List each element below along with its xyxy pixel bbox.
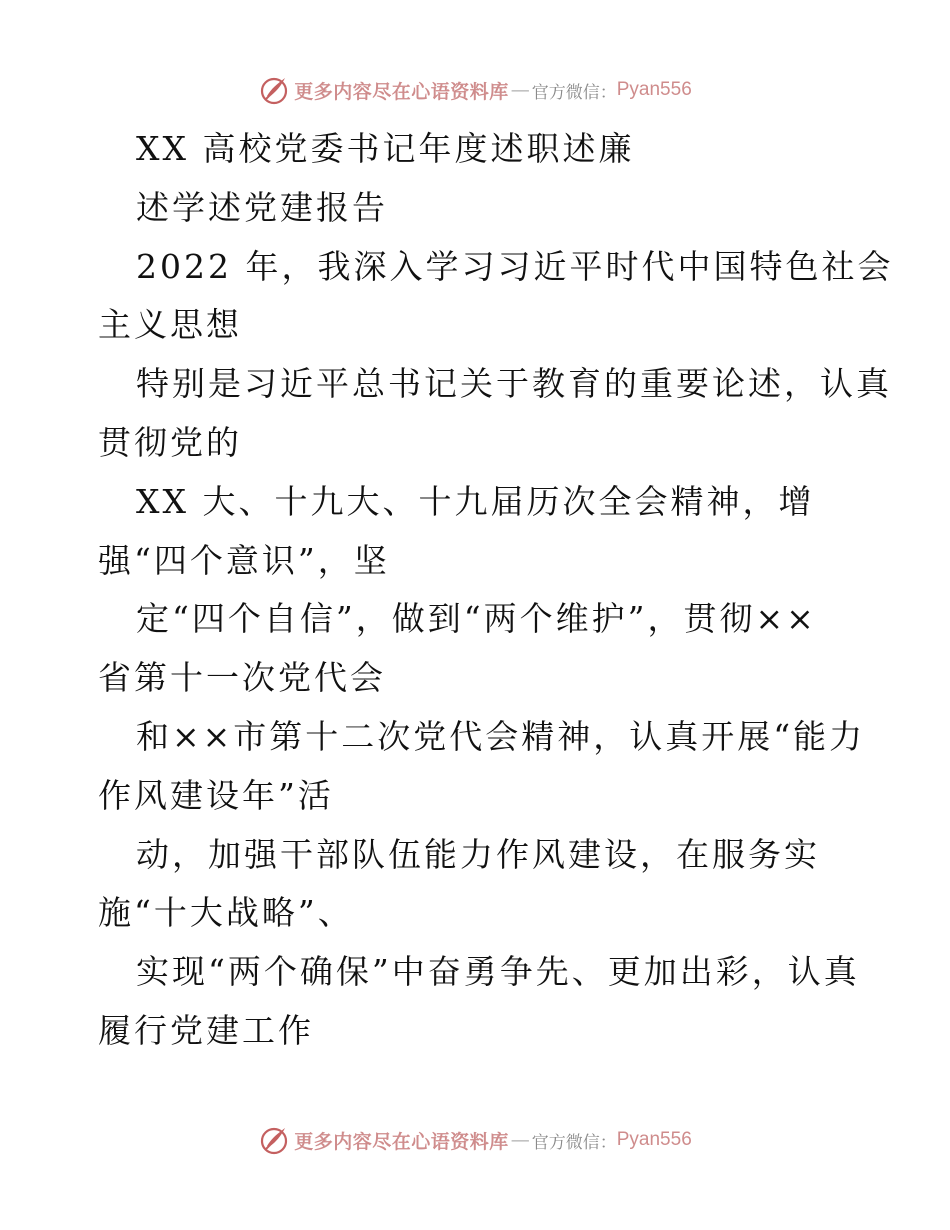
paragraph-line: 作风建设年”活 — [98, 775, 334, 815]
paragraph-line: 强“四个意识”，坚 — [98, 540, 390, 580]
document-body — [98, 120, 894, 1061]
banner-wechat-label: 官方微信： — [531, 82, 617, 103]
quill-pen-logo-icon — [258, 1124, 290, 1156]
banner-wechat-label: 官方微信： — [531, 1132, 617, 1153]
banner-wechat-id: Pyan556 — [616, 1129, 692, 1150]
paragraph-line: 贯彻党的 — [98, 422, 242, 462]
banner-separator: — — [510, 79, 530, 101]
paragraph-line: 特别是习近平总书记关于教育的重要论述，认真 — [136, 364, 892, 404]
document-title-line-1: XX 高校党委书记年度述职述廉 — [136, 129, 635, 168]
paragraph-line: 定“四个自信”，做到“两个维护”，贯彻×× — [136, 599, 817, 639]
footer-banner — [0, 1120, 950, 1160]
banner-title: 更多内容尽在心语资料库 — [294, 1130, 509, 1153]
paragraph-line: 施“十大战略”、 — [98, 893, 354, 933]
paragraph-line: 动，加强干部队伍能力作风建设，在服务实 — [136, 834, 820, 874]
document-title-line-2: 述学述党建报告 — [136, 187, 388, 227]
paragraph-line: 省第十一次党代会 — [98, 658, 386, 698]
paragraph-line: 2022 年，我深入学习习近平时代中国特色社会 — [136, 246, 894, 286]
paragraph-line: 实现“两个确保”中奋勇争先、更加出彩，认真 — [136, 952, 860, 992]
paragraph-line: 履行党建工作 — [98, 1010, 314, 1050]
banner-title: 更多内容尽在心语资料库 — [294, 80, 509, 103]
paragraph-line: 和××市第十二次党代会精神，认真开展“能力 — [136, 716, 866, 756]
header-banner — [0, 70, 950, 110]
paragraph-line: 主义思想 — [98, 305, 242, 345]
paragraph-line: XX 大、十九大、十九届历次全会精神，增 — [136, 481, 815, 521]
banner-separator: — — [510, 1129, 530, 1151]
quill-pen-logo-icon — [258, 74, 290, 106]
banner-wechat-id: Pyan556 — [616, 79, 692, 100]
